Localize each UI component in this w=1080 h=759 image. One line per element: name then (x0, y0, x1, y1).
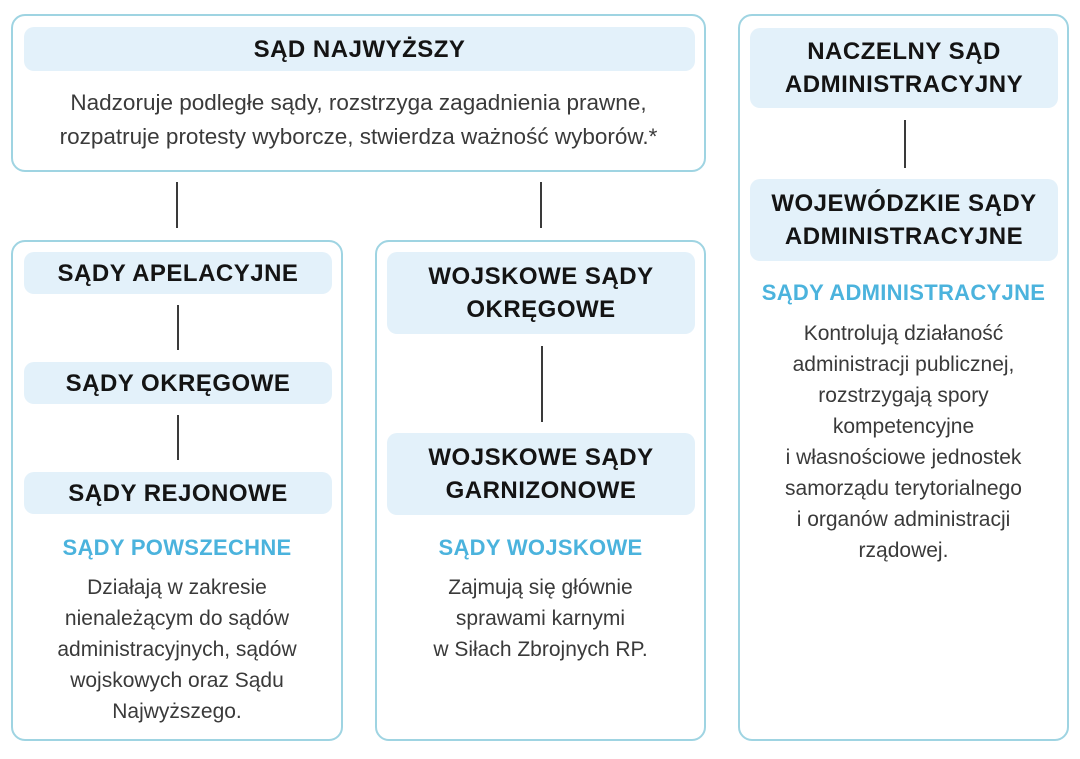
court-level-title (428, 441, 653, 507)
court-level-military-district (387, 252, 695, 334)
court-level-supreme-administrative (750, 28, 1058, 108)
title-line: OKRĘGOWE (466, 296, 616, 323)
court-level-title: SĄDY APELACYJNE (57, 259, 299, 287)
court-level-title (428, 260, 653, 326)
supreme-court-title-text: SĄD NAJWYŻSZY (253, 35, 466, 63)
title-line: ADMINISTRACYJNE (784, 223, 1024, 250)
description-line: rządowej. (858, 539, 949, 562)
connector-supreme-to-common (176, 182, 178, 228)
connector (177, 305, 179, 350)
description-line: rozpatruje protesty wyborcze, stwierdza ważność wyborów.* (59, 124, 658, 149)
title-line: WOJSKOWE SĄDY (428, 444, 654, 471)
court-level-district (24, 362, 332, 404)
court-level-title (771, 187, 1036, 253)
supreme-court-description (25, 86, 692, 154)
description-line: i własnościowe jednostek (785, 446, 1022, 469)
category-label-military: SĄDY WOJSKOWE (438, 535, 643, 560)
common-courts-box (11, 240, 343, 741)
description-line: administracji publicznej, (792, 353, 1015, 376)
court-level-title: SĄDY OKRĘGOWE (65, 369, 291, 397)
title-line: GARNIZONOWE (445, 477, 637, 504)
military-courts-box (375, 240, 706, 741)
common-courts-description (13, 572, 341, 727)
description-line: Najwyższego. (112, 700, 242, 723)
description-line: sprawami karnymi (455, 607, 626, 630)
description-line: administracyjnych, sądów (57, 638, 297, 661)
category-label-common: SĄDY POWSZECHNE (62, 535, 292, 560)
description-line: rozstrzygają spory (818, 384, 989, 407)
title-line: WOJEWÓDZKIE SĄDY (771, 190, 1037, 217)
title-line: ADMINISTRACYJNY (784, 71, 1024, 98)
supreme-court-title (24, 27, 695, 71)
court-level-regional (24, 472, 332, 514)
description-line: i organów administracji (796, 508, 1011, 531)
administrative-courts-box (738, 14, 1069, 741)
description-line: Zajmują się głównie (448, 576, 633, 599)
court-level-title (785, 35, 1023, 101)
description-line: wojskowych oraz Sądu (70, 669, 284, 692)
description-line: Kontrolują działaność (803, 322, 1004, 345)
court-level-military-garrison (387, 433, 695, 515)
connector (177, 415, 179, 460)
description-line: w Siłach Zbrojnych RP. (433, 638, 648, 661)
supreme-court-box (11, 14, 706, 172)
court-level-title: SĄDY REJONOWE (68, 479, 288, 507)
description-line: kompetencyjne (832, 415, 975, 438)
category-label-administrative: SĄDY ADMINISTRACYJNE (761, 280, 1046, 305)
title-line: NACZELNY SĄD (807, 38, 1001, 65)
court-level-voivodeship-administrative (750, 179, 1058, 261)
title-line: WOJSKOWE SĄDY (428, 263, 654, 290)
court-level-appeal (24, 252, 332, 294)
connector (904, 120, 906, 168)
description-line: Działają w zakresie (87, 576, 267, 599)
connector (541, 346, 543, 422)
description-line: Nadzoruje podległe sądy, rozstrzyga zagadnienia prawne, (70, 90, 647, 115)
military-courts-description (377, 572, 704, 665)
administrative-courts-description (740, 318, 1067, 566)
description-line: samorządu terytorialnego (785, 477, 1022, 500)
description-line: nienależącym do sądów (64, 607, 290, 630)
connector-supreme-to-military (540, 182, 542, 228)
